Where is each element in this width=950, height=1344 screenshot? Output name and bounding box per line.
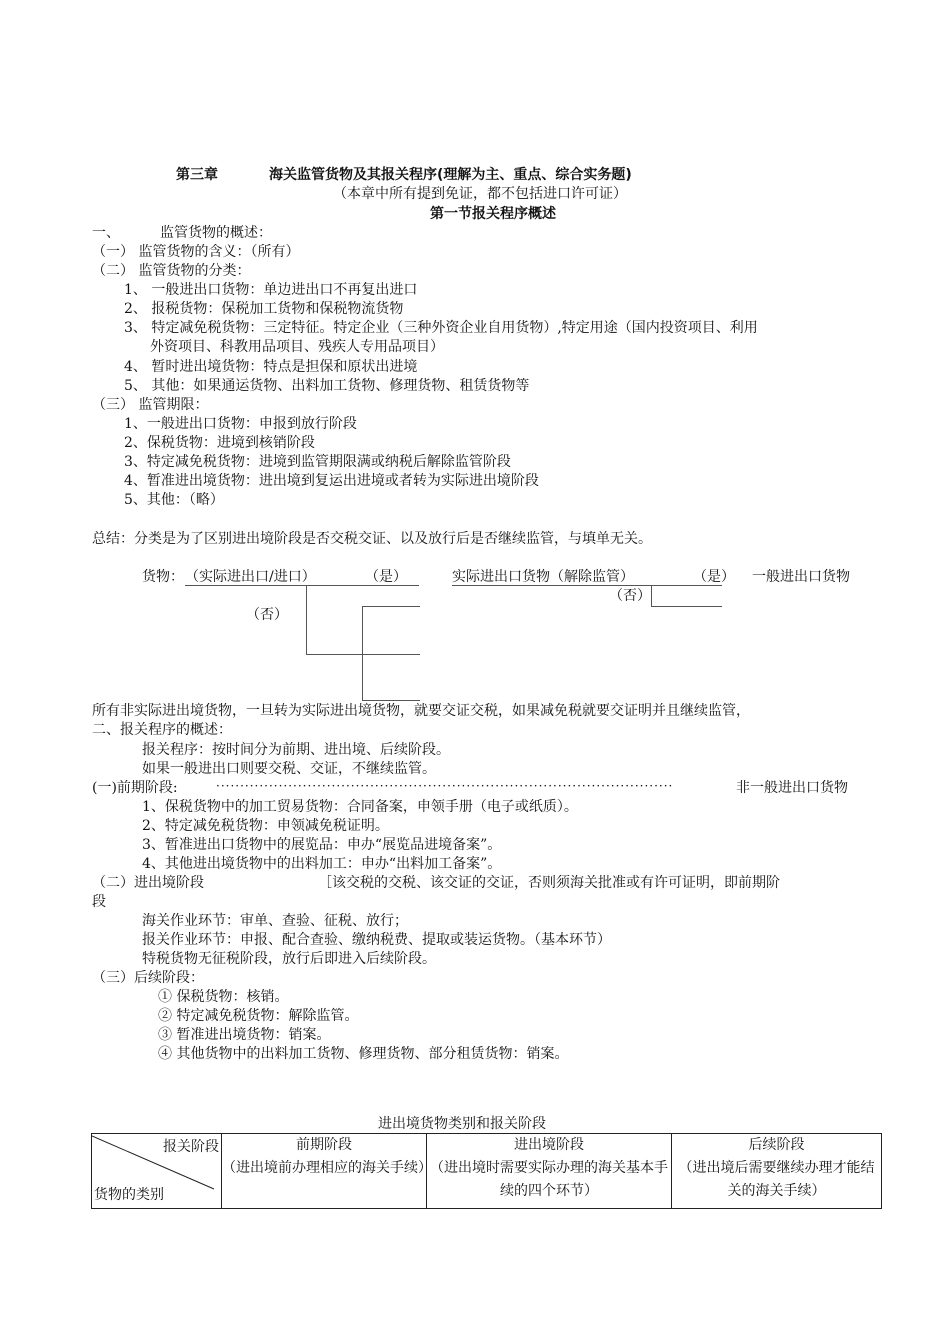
stage-post-title: （三）后续阶段： [92, 970, 204, 986]
table-header-cell [222, 1134, 432, 1209]
table-row [92, 1134, 882, 1209]
list-item: 2、 报税货物：保税加工货物和保税物流货物 [124, 301, 404, 317]
flow-result: 一般进出口货物 [752, 569, 850, 585]
part2-title: 二、报关程序的概述： [92, 722, 232, 738]
summary-text: 总结：分类是为了区别进出境阶段是否交税交证、以及放行后是否继续监管，与填单无关。 [92, 531, 652, 547]
column-title: 进出境阶段 [514, 1137, 584, 1153]
part1-title: 监管货物的概述： [160, 225, 272, 241]
list-item: 3、特定减免税货物：进境到监管期限满或纳税后解除监管阶段 [124, 454, 511, 470]
stage-inout-note: ［该交税的交税、该交证的交证，否则须海关批准或有许可证明，即前期阶 [318, 875, 780, 891]
flow-no-1: （否） [246, 607, 288, 623]
part1-number: 一、 [92, 225, 120, 241]
table-caption: 进出境货物类别和报关阶段 [378, 1116, 546, 1132]
flow-connector [185, 585, 419, 586]
column-desc: （进出境时需要实际办理的海关基本手续的四个环节） [430, 1160, 668, 1199]
subsection-classification: （二） 监管货物的分类： [92, 263, 251, 279]
flow-connector [306, 654, 420, 655]
flow-connector [651, 606, 722, 607]
chapter-note: （本章中所有提到免证，都不包括进口许可证） [333, 186, 627, 202]
list-item-continued: 外资项目、科教用品项目、残疾人专用品项目） [150, 339, 444, 355]
flow-question-2: 实际进出口货物（解除监管） [452, 569, 634, 585]
flow-connector [452, 585, 722, 586]
stage-table [91, 1133, 882, 1209]
list-item: 1、 一般进出口货物：单边进出口不再复出进口 [124, 282, 418, 298]
paragraph: 报关程序：按时间分为前期、进出境、后续阶段。 [142, 742, 450, 758]
list-item: 2、特定减免税货物：申领减免税证明。 [142, 818, 389, 834]
paragraph: 如果一般进出口则要交税、交证，不继续监管。 [142, 761, 436, 777]
table-header-cell [427, 1134, 672, 1209]
leader-dots: ······························································································· [216, 779, 674, 793]
flow-connector [362, 606, 420, 607]
paragraph: 报关作业环节：申报、配合查验、缴纳税费、提取或装运货物。（基本环节） [142, 932, 611, 948]
flow-no-2: （否） [609, 588, 651, 604]
list-item: 4、其他进出境货物中的出料加工：申办“出料加工备案”。 [142, 856, 502, 872]
corner-bottom-label: 货物的类别 [94, 1187, 164, 1203]
subsection-period: （三） 监管期限： [92, 397, 209, 413]
stage-pre-right-note: 非一般进出口货物 [736, 780, 848, 796]
flow-yes-1: （是） [365, 569, 407, 585]
table-corner-cell [92, 1134, 222, 1209]
flow-yes-2: （是） [693, 569, 735, 585]
section-title: 第一节报关程序概述 [430, 206, 556, 222]
list-item: 3、 特定减免税货物：三定特征。特定企业（三种外资企业自用货物）,特定用途（国内投资项目、利用 [124, 320, 758, 336]
stage-inout-title: （二）进出境阶段 [92, 875, 204, 891]
column-title: 前期阶段 [296, 1137, 352, 1153]
stage-pre-title: (一)前期阶段: [92, 780, 178, 796]
column-desc: （进出境前办理相应的海关手续） [222, 1160, 432, 1176]
table-header-cell [672, 1134, 882, 1209]
list-item: 4、暂准进出境货物：进出境到复运出进境或者转为实际进出境阶段 [124, 473, 539, 489]
subsection-definition: （一） 监管货物的含义：（所有） [92, 244, 300, 260]
flow-connector [362, 606, 363, 700]
stage-inout-note-cont: 段 [92, 894, 106, 910]
list-item: ④ 其他货物中的出料加工货物、修理货物、部分租赁货物：销案。 [158, 1046, 569, 1062]
flow-connector [651, 585, 652, 606]
list-item: 1、保税货物中的加工贸易货物：合同备案，申领手册（电子或纸质）。 [142, 799, 578, 815]
column-title: 后续阶段 [748, 1137, 805, 1153]
corner-top-label: 报关阶段 [163, 1139, 219, 1155]
paragraph: 所有非实际进出境货物，一旦转为实际进出境货物，就要交证交税，如果减免税就要交证明并且继续监管， [92, 703, 750, 719]
paragraph: 特税货物无征税阶段，放行后即进入后续阶段。 [142, 951, 436, 967]
list-item: 5、其他：（略） [124, 492, 224, 508]
list-item: 4、 暂时进出境货物：特点是担保和原状出进境 [124, 359, 418, 375]
chapter-label: 第三章 [176, 167, 218, 183]
flow-connector [362, 700, 420, 701]
list-item: 2、保税货物：进境到核销阶段 [124, 435, 315, 451]
chapter-title: 海关监管货物及其报关程序(理解为主、重点、综合实务题) [269, 167, 632, 183]
list-item: 5、 其他：如果通运货物、出料加工货物、修理货物、租赁货物等 [124, 378, 530, 394]
list-item: ② 特定减免税货物：解除监管。 [158, 1008, 359, 1024]
list-item: ③ 暂准进出境货物：销案。 [158, 1027, 331, 1043]
list-item: 1、一般进出口货物：申报到放行阶段 [124, 416, 357, 432]
flow-goods-label: 货物： [142, 569, 184, 585]
column-desc: （进出境后需要继续办理才能结关的海关手续） [678, 1160, 875, 1199]
paragraph: 海关作业环节：审单、查验、征税、放行； [142, 913, 408, 929]
list-item: ① 保税货物：核销。 [158, 989, 289, 1005]
list-item: 3、暂准进出口货物中的展览品：申办“展览品进境备案”。 [142, 837, 502, 853]
flow-question-1: （实际进出口/进口） [185, 569, 316, 585]
flow-connector [306, 585, 307, 654]
